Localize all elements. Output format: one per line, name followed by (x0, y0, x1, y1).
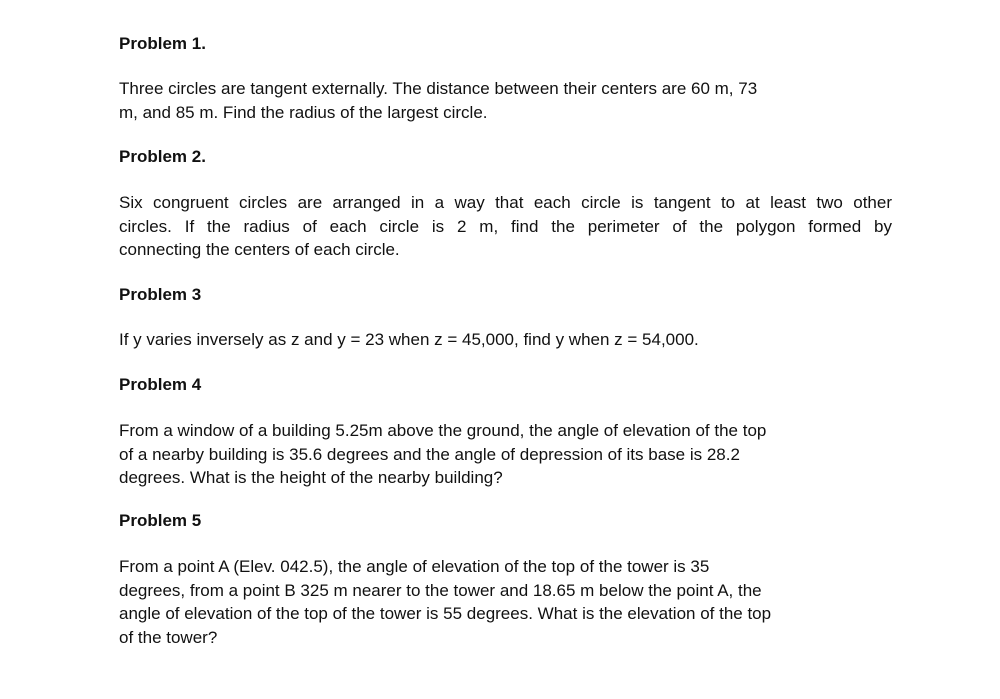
problem-3-heading: Problem 3 (119, 285, 202, 304)
problem-4-text (119, 419, 879, 490)
text-line: If y varies inversely as z and y = 23 when z = 45,000, find y when z = 54,000. (119, 330, 699, 349)
problem-3-text (119, 328, 879, 352)
problem-2-text (119, 191, 892, 262)
text-line: From a window of a building 5.25m above the ground, the angle of elevation of the top (119, 421, 767, 440)
text-line: circles. If the radius of each circle is 2 m, find the perimeter of the polygon formed by (119, 216, 892, 236)
text-line: connecting the centers of each circle. (119, 240, 400, 259)
problem-4-heading: Problem 4 (119, 375, 202, 394)
text-line: Six congruent circles are arranged in a way that each circle is tangent to at least two other (119, 193, 892, 212)
problem-5-heading: Problem 5 (119, 511, 202, 530)
text-line: From a point A (Elev. 042.5), the angle of elevation of the top of the tower is 35 (119, 557, 710, 576)
problem-5-text (119, 555, 889, 649)
text-line: of the tower? (119, 627, 218, 647)
problem-1-heading: Problem 1. (119, 34, 206, 53)
problem-2-heading: Problem 2. (119, 147, 206, 166)
text-line: degrees. What is the height of the nearby building? (119, 468, 503, 487)
text-line: angle of elevation of the top of the tower is 55 degrees. What is the elevation of the top (119, 604, 772, 623)
text-line: degrees, from a point B 325 m nearer to the tower and 18.65 m below the point A, the (119, 580, 762, 600)
text-line: Three circles are tangent externally. The distance between their centers are 60 m, 73 (119, 79, 758, 98)
text-line: m, and 85 m. Find the radius of the largest circle. (119, 102, 488, 122)
text-line: of a nearby building is 35.6 degrees and the angle of depression of its base is 28.2 (119, 444, 740, 464)
problem-1-text (119, 77, 879, 124)
